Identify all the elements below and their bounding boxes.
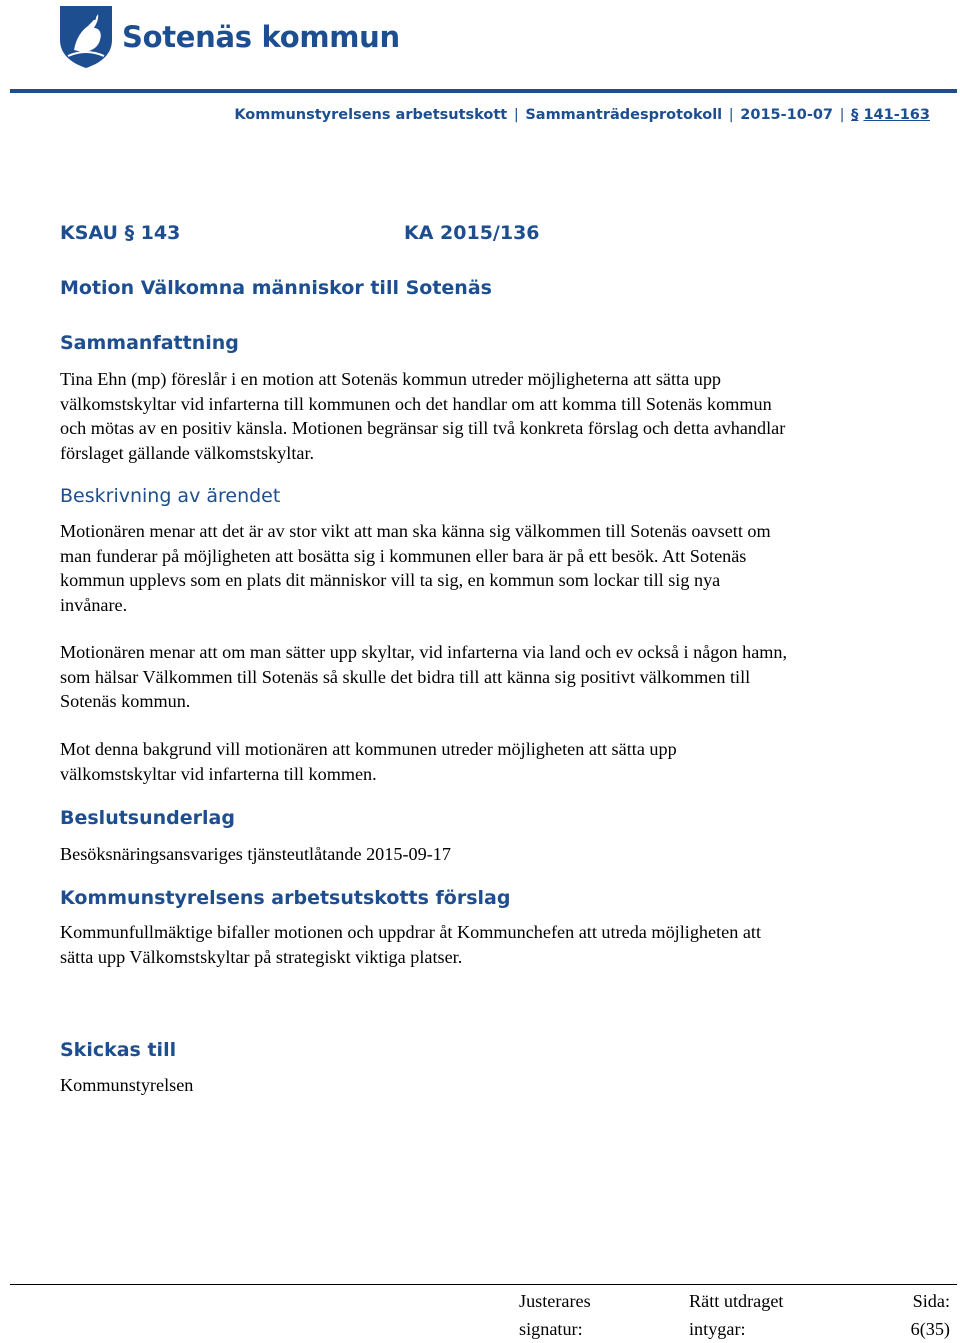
municipality-logo bbox=[58, 4, 400, 70]
basis-text bbox=[60, 842, 910, 867]
meeting-date: 2015-10-07 bbox=[740, 107, 834, 123]
certified-extract bbox=[689, 1287, 783, 1343]
text-line: Besöksnäringsansvariges tjänsteutlåtande 2015-09-17 bbox=[60, 844, 451, 864]
proposal-text bbox=[60, 920, 910, 969]
text-line: Motionären menar att det är av stor vikt att man ska känna sig välkommen till Sotenäs oavsett om bbox=[60, 521, 771, 541]
footer-label: signatur: bbox=[519, 1319, 583, 1339]
committee-name: Kommunstyrelsens arbetsutskott bbox=[234, 107, 508, 123]
page-value: 6(35) bbox=[910, 1319, 950, 1339]
text-line: Kommunfullmäktige bifaller motionen och uppdrar åt Kommunchefen att utreda möjligheten att bbox=[60, 922, 762, 942]
text-line: Mot denna bakgrund vill motionären att kommunen utreder möjligheten att sätta upp bbox=[60, 739, 677, 759]
send-to-heading: Skickas till bbox=[60, 1039, 177, 1061]
footer-label: intygar: bbox=[689, 1319, 746, 1339]
description-heading: Beskrivning av ärendet bbox=[60, 485, 281, 507]
description-paragraph-1 bbox=[60, 519, 910, 617]
logo-text: Sotenäs kommun bbox=[122, 20, 400, 54]
paragraph-range: 141-163 bbox=[863, 107, 930, 123]
text-line: kommun upplevs som en plats dit människor vill ta sig, en kommun som lockar till sig nya bbox=[60, 570, 721, 590]
coat-of-arms-icon bbox=[58, 4, 114, 70]
basis-heading: Beslutsunderlag bbox=[60, 807, 235, 829]
text-line: sätta upp Välkomstskyltar på strategiskt viktiga platser. bbox=[60, 946, 463, 967]
case-title: Motion Välkomna människor till Sotenäs bbox=[60, 277, 492, 299]
text-line: invånare. bbox=[60, 594, 128, 615]
header-divider bbox=[10, 89, 957, 93]
text-line: Motionären menar att om man sätter upp skyltar, vid infarterna via land och ev också i någon hamn, bbox=[60, 642, 788, 662]
justerares-signature bbox=[519, 1287, 591, 1343]
proposal-heading: Kommunstyrelsens arbetsutskotts förslag bbox=[60, 887, 511, 909]
summary-heading: Sammanfattning bbox=[60, 332, 239, 354]
description-paragraph-2 bbox=[60, 640, 910, 714]
case-number: KSAU § 143 bbox=[60, 222, 181, 244]
text-line: man funderar på möjligheten att bosätta sig i kommunen eller bara är på ett besök. Att Sotenäs bbox=[60, 545, 747, 566]
case-reference: KA 2015/136 bbox=[404, 222, 540, 244]
text-line: förslaget gällande välkomstskyltar. bbox=[60, 442, 315, 463]
text-line: välkomstskyltar vid infarterna till kommen. bbox=[60, 763, 377, 784]
send-to-text bbox=[60, 1073, 910, 1098]
text-line: Kommunstyrelsen bbox=[60, 1075, 194, 1095]
document-type: Sammanträdesprotokoll bbox=[525, 107, 723, 123]
page-label: Sida: bbox=[912, 1291, 950, 1311]
section-symbol: § bbox=[851, 107, 859, 123]
description-paragraph-3 bbox=[60, 737, 910, 786]
text-line: Sotenäs kommun. bbox=[60, 691, 191, 711]
text-line: Tina Ehn (mp) föreslår i en motion att Sotenäs kommun utreder möjligheterna att sätta upp bbox=[60, 369, 722, 389]
protocol-header: Kommunstyrelsens arbetsutskott | Sammanträdesprotokoll | 2015-10-07 | § 141-163 bbox=[234, 107, 930, 123]
text-line: välkomstskyltar vid infarterna till kommunen och det handlar om att komma till Sotenäs kommun bbox=[60, 393, 772, 414]
footer-label: Justerares bbox=[519, 1291, 591, 1311]
footer-divider bbox=[10, 1284, 957, 1285]
footer-label: Rätt utdraget bbox=[689, 1291, 784, 1311]
text-line: och mötas av en positiv känsla. Motionen begränsar sig till två konkreta förslag och detta avhandlar bbox=[60, 418, 786, 438]
page-number bbox=[911, 1287, 950, 1343]
text-line: som hälsar Välkommen till Sotenäs så skulle det bidra till att känna sig positivt välkommen till bbox=[60, 666, 751, 687]
summary-text bbox=[60, 367, 910, 465]
